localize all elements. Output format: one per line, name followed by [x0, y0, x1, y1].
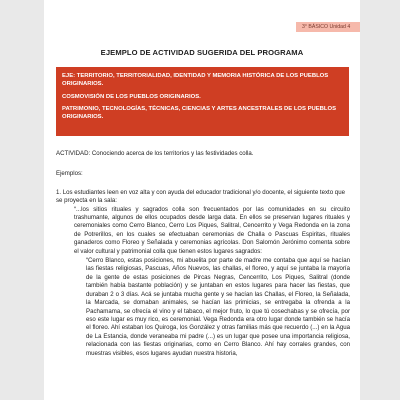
- quote-paragraph: “...los sitios rituales y sagrados colla son frecuentados por las comunidades en su circuito trashumante, algunos de ellos ocupados desde larga data. En ellos se preservan lugares rituales y ceremoniales como Cerro Blanco, Cerro Los Piques, Salitral, Cencerrito y Vega Redonda en la zona de Potrerillos, en los cuales se efectuaban ceremonias de Challa o Pascuas Espiritas, rituales ganaderos como Floreo y Señalada y ceremonias agrícolas. Don Salomón Jerónimo comenta sobre el valor cultural y patrimonial colla que tienen estos lugares sagrados:: [74, 205, 350, 255]
- examples-label: Ejemplos:: [56, 170, 83, 178]
- activity-body: [56, 150, 350, 358]
- quote-paragraph: “Cerro Blanco, estas posiciones, mi abuelita por parte de madre me contaba que aquí se hacían las fiestas religiosas, Pascuas, Años Nuevos, las challas, el floreo, y aquí se juntaba la mayoría de la gente de estas posiciones de Pircas Negras, Cencerrito, Los Piques, Salitral (donde también había bastante población) y se juntaban en estos lugares para hacer las fiestas, que duraban 2 o 3 días. Acá se juntaba mucha gente y se hacían las Challas, el Floreo, la Señalada, la Marcada, se domaban animales, se hacían las primicias, se entregaba la ofrenda a la Pachamama, se ofrecía el vino y el tabaco, el mejor fruto, lo que tú cosechabas y se ofrecía, por eso este lugar es muy rico, es ceremonial. Vega Redonda era otro lugar donde también se hacía el floreo. Ahí estaban los Quiroga, los González y otras familias más que recuerdo (...) en la Agua de La Estancia, donde veraneaba mi padre (...) es un lugar que posee una importancia religiosa, relacionada con las fiestas originarias, como en Cerro Blanco. Ahí hay corrales grandes, con muestras visibles, esos lugares ayudan nuestra historia,: [86, 257, 350, 357]
- page-title: EJEMPLO DE ACTIVIDAD SUGERIDA DEL PROGRAMA: [100, 48, 304, 57]
- axis-item: EJE: TERRITORIO, TERRITORIALIDAD, IDENTIDAD Y MEMORIA HISTÓRICA DE LOS PUEBLOS ORIGINARIOS.: [62, 73, 329, 87]
- axes-banner: [56, 67, 349, 136]
- document-page: [44, 0, 360, 400]
- example-item: 1. Los estudiantes leen en voz alta y con ayuda del educador tradicional y/o docente, el siguiente texto que se proyecta en la sala:: [56, 188, 345, 205]
- axis-item: PATRIMONIO, TECNOLOGÍAS, TÉCNICAS, CIENCIAS Y ARTES ANCESTRALES DE LOS PUEBLOS ORIGINARIOS.: [62, 106, 337, 120]
- axis-item: COSMOVISIÓN DE LOS PUEBLOS ORIGINARIOS.: [62, 94, 201, 100]
- grade-unit-badge: 3° BÁSICO Unidad 4: [296, 22, 360, 32]
- activity-heading: ACTIVIDAD: Conociendo acerca de los territorios y las festividades colla.: [56, 150, 254, 157]
